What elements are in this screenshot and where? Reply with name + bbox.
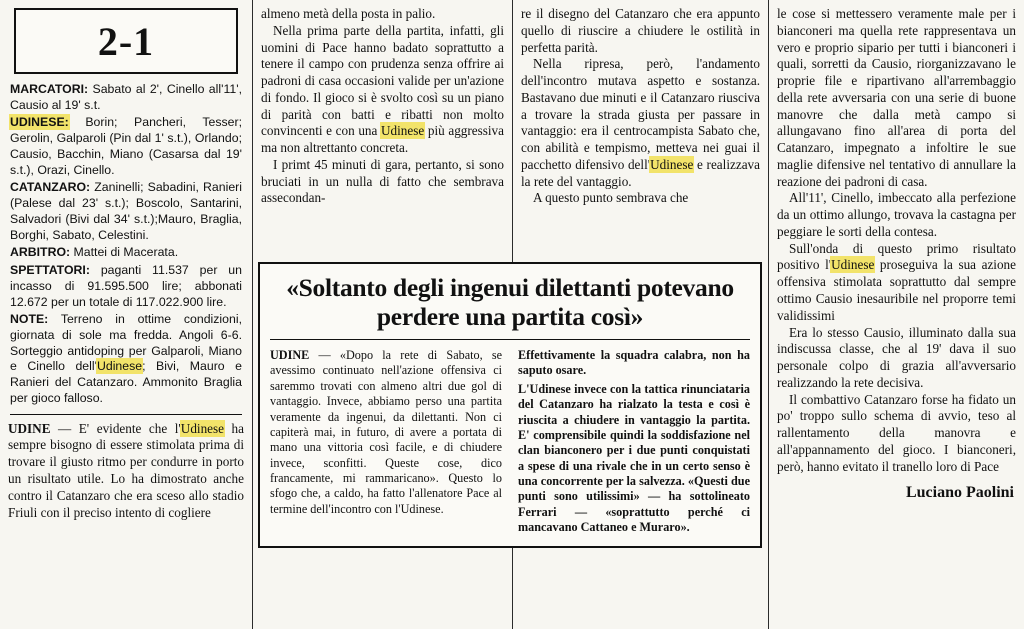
paragraph-c4-3	[777, 241, 1016, 325]
pullquote-paragraph-2	[518, 348, 750, 379]
article-column-4	[777, 6, 1016, 504]
article-text-a: E' evidente che l'	[78, 420, 181, 436]
pullquote-divider	[270, 339, 750, 340]
catanzaro-label: CATANZARO:	[10, 180, 91, 195]
highlight-udinese-1: Udinese	[180, 420, 225, 436]
pullquote-box	[258, 262, 762, 548]
author-signature: Luciano Paolini	[905, 484, 1014, 502]
pullquote-dash: —	[309, 348, 340, 363]
article-opening-paragraph	[8, 421, 244, 522]
pullquote-text-1: «Dopo la rete di Sabato, se avessimo continuato nell'azione offensiva ci saremmo trovati con almeno altri due gol di vantaggio. Invece, abbiamo perso una partita veramente da ingenui, da dilettanti. Non ci capiterà mai, in futuro, di avere a portata di mano una vittoria così facile, e di chiudere invece, sconfitti. Queste cose, dico francamente, mi rammaricano». Questo lo sfogo che, a caldo, ha fatto l'allenatore Pace al termine dell'incontro con l'Udinese.	[270, 348, 503, 516]
notes-label: NOTE:	[10, 312, 49, 327]
match-facts	[8, 82, 244, 407]
column-2	[253, 0, 512, 207]
paragraph-c4-3-a: Sull'onda di questo primo risultato positivo l'	[777, 240, 1016, 273]
referee-label: ARBITRO:	[10, 245, 71, 260]
pullquote-paragraph-1	[270, 348, 502, 517]
catanzaro-players: Zaninelli; Sabadini, Ranieri (Palese dal 23' s.t.); Boscolo, Santarini, Salvadori (Bivi dal 34' s.t.);Mauro, Braglia, Borghi, Sabato, Celestini.	[10, 180, 242, 242]
dateline-dash: —	[50, 420, 79, 436]
catanzaro-lineup	[10, 180, 242, 243]
paragraph-c3-2-b: e realizzava la rete del vantaggio.	[521, 156, 760, 189]
udinese-lineup	[10, 115, 242, 178]
referee-line	[10, 245, 242, 261]
udinese-label: UDINESE:	[10, 115, 69, 130]
column-1	[0, 0, 252, 521]
pullquote-headline: «Soltanto degli ingenui dilettanti potevano perdere una partita così»	[286, 273, 734, 331]
highlight-udinese-4: Udinese	[831, 257, 875, 273]
notes-line	[10, 312, 242, 406]
article-column-3	[521, 6, 760, 207]
column-4	[769, 0, 1024, 504]
pullquote-body	[270, 348, 750, 536]
final-score: 2-1	[97, 18, 155, 64]
highlight-udinese-3: Udinese	[650, 156, 694, 172]
paragraph-c3-3: A questo punto sembrava che	[533, 190, 689, 206]
udinese-players: Borin; Pancheri, Tesser; Gerolin, Galparoli (Pin dal 1' s.t.), Orlando; Causio, Bacchin, Miano (Casarsa dal 19' s.t.), Orazi, Cinello.	[10, 115, 242, 177]
paragraph-c4-1: le cose si mettessero veramente male per i bianconeri ma quella rete rappresentava un vero e proprio sipario per tutti i bianconeri i quali, sorretti da Causio, riorganizzavano le proprie file e ripartivano all'arrembaggio della rete avversaria con una serie di buone manovre che dalla metà campo si allungavano fino all'area di porta del Catanzaro, impegnato a infoltire le sue maglie difensive nel tentativo di annullare la reazione dei padroni di casa.	[777, 6, 1016, 189]
paragraph-c3-1: re il disegno del Catanzaro che era appunto quello di riuscire a chiudere le ostilità in perfetta parità.	[521, 6, 760, 55]
paragraph-c4-5: Il combattivo Catanzaro forse ha fidato un po' troppo sullo schema di avvio, teso al rallentamento della manovra e all'appannamento del gioco. I bianconeri, però, hanno evitato il tranello loro di Pace	[777, 391, 1016, 474]
paragraph-c2-2-a: Nella prima parte della partita, infatti, gli uomini di Pace hanno badato soprattutto a tenere il campo con prudenza senza offrire ai padroni di casa occasioni valide per un'azione di fondo. Il gioco si è svolto così su un piano di parità con batti e ribatti non molto convincenti e con una	[261, 22, 504, 139]
paragraph-c4-4: Era lo stesso Causio, illuminato dalla sua indiscussa classe, che al 19' dava il suo personale colpo di grazia all'avversario realizzando la rete decisiva.	[777, 324, 1016, 390]
article-column-1	[8, 421, 244, 522]
pullquote-paragraph-3	[518, 382, 750, 536]
article-text-b: ha sempre bisogno di essere stimolata prima di trovare il giusto ritmo per condurre in porto un risultato utile. Lo ha dimostrato anche contro il Catanzaro che era sceso allo stadio Friuli con il preciso intento di cogliere	[8, 420, 244, 520]
notes-text-part1: Terreno in ottime condizioni, giornata di sole ma fredda. Angoli 6-6. Sorteggio antidoping per Galparoli, Miano e Cinello dell'	[10, 312, 242, 374]
column-3	[513, 0, 768, 207]
score-box	[14, 8, 238, 74]
paragraph-c2-2	[261, 23, 504, 157]
referee-name: Mattei di Macerata.	[70, 245, 179, 260]
paragraph-c3-2	[521, 56, 760, 190]
spectators-line	[10, 263, 242, 310]
article-column-2	[261, 6, 504, 207]
paragraph-c3-2-a: Nella ripresa, però, l'andamento dell'incontro mutava aspetto e sostanza. Bastavano due minuti e il Catanzaro riusciva a trovare la strada giusta per passare in vantaggio: era il centrocampista Sabato che, con abilità e tempismo, metteva nei guai il pacchetto difensivo dell'	[521, 56, 760, 172]
notes-highlight-udinese: Udinese	[96, 359, 143, 374]
notes-text-part2: ; Bivi, Mauro e Ranieri del Catanzaro. Ammonito Braglia per gioco falloso.	[10, 359, 242, 405]
scorers-line	[10, 82, 242, 113]
paragraph-c2-2-b: più aggressiva ma non altrettanto concreta.	[261, 123, 504, 156]
spectators-label: SPETTATORI:	[10, 263, 90, 278]
highlight-udinese-2: Udinese	[381, 123, 425, 139]
pullquote-dateline: UDINE	[270, 348, 310, 363]
pullquote-text-2: Effettivamente la squadra calabra, non ha saputo osare.	[518, 348, 750, 378]
dateline: UDINE	[8, 420, 51, 436]
scorers-text: Sabato al 2', Cinello all'11', Causio al 19' s.t.	[10, 82, 242, 112]
pullquote-text-3: L'Udinese invece con la tattica rinunciataria del Catanzaro ha rialzato la testa e così è riuscita a chiudere in vantaggio la partita. E' comprensibile quindi la soddisfazione nel clan bianconero per i due punti conquistati a spese di una rivale che in un certo senso è una concorrente per la salvezza. «Questi due punti sono utilissimi» — ha sottolineato Ferrari — «soprattutto perché ci mancavano Cattaneo e Muraro».	[518, 381, 750, 535]
spectators-text: paganti 11.537 per un incasso di 91.595.500 lire; abbonati 12.672 per un totale di 117.022.900 lire.	[10, 263, 242, 309]
paragraph-c4-3-b: proseguiva la sua azione offensiva stimolata soprattutto dal sempre ottimo Causio inesauribile nel proporre temi validissimi	[777, 257, 1017, 323]
scorers-label: MARCATORI:	[10, 82, 89, 96]
paragraph-c2-1: almeno metà della posta in palio.	[261, 6, 436, 21]
paragraph-c4-2: All'11', Cinello, imbeccato alla perfezione da un ottimo allungo, trovava la castagna per peggiare le sorti della contesa.	[777, 190, 1016, 239]
section-divider	[10, 414, 242, 415]
paragraph-c2-3: I primt 45 minuti di gara, pertanto, si sono bruciati in un nulla di fatto che sembrava assecondan-	[261, 156, 504, 206]
